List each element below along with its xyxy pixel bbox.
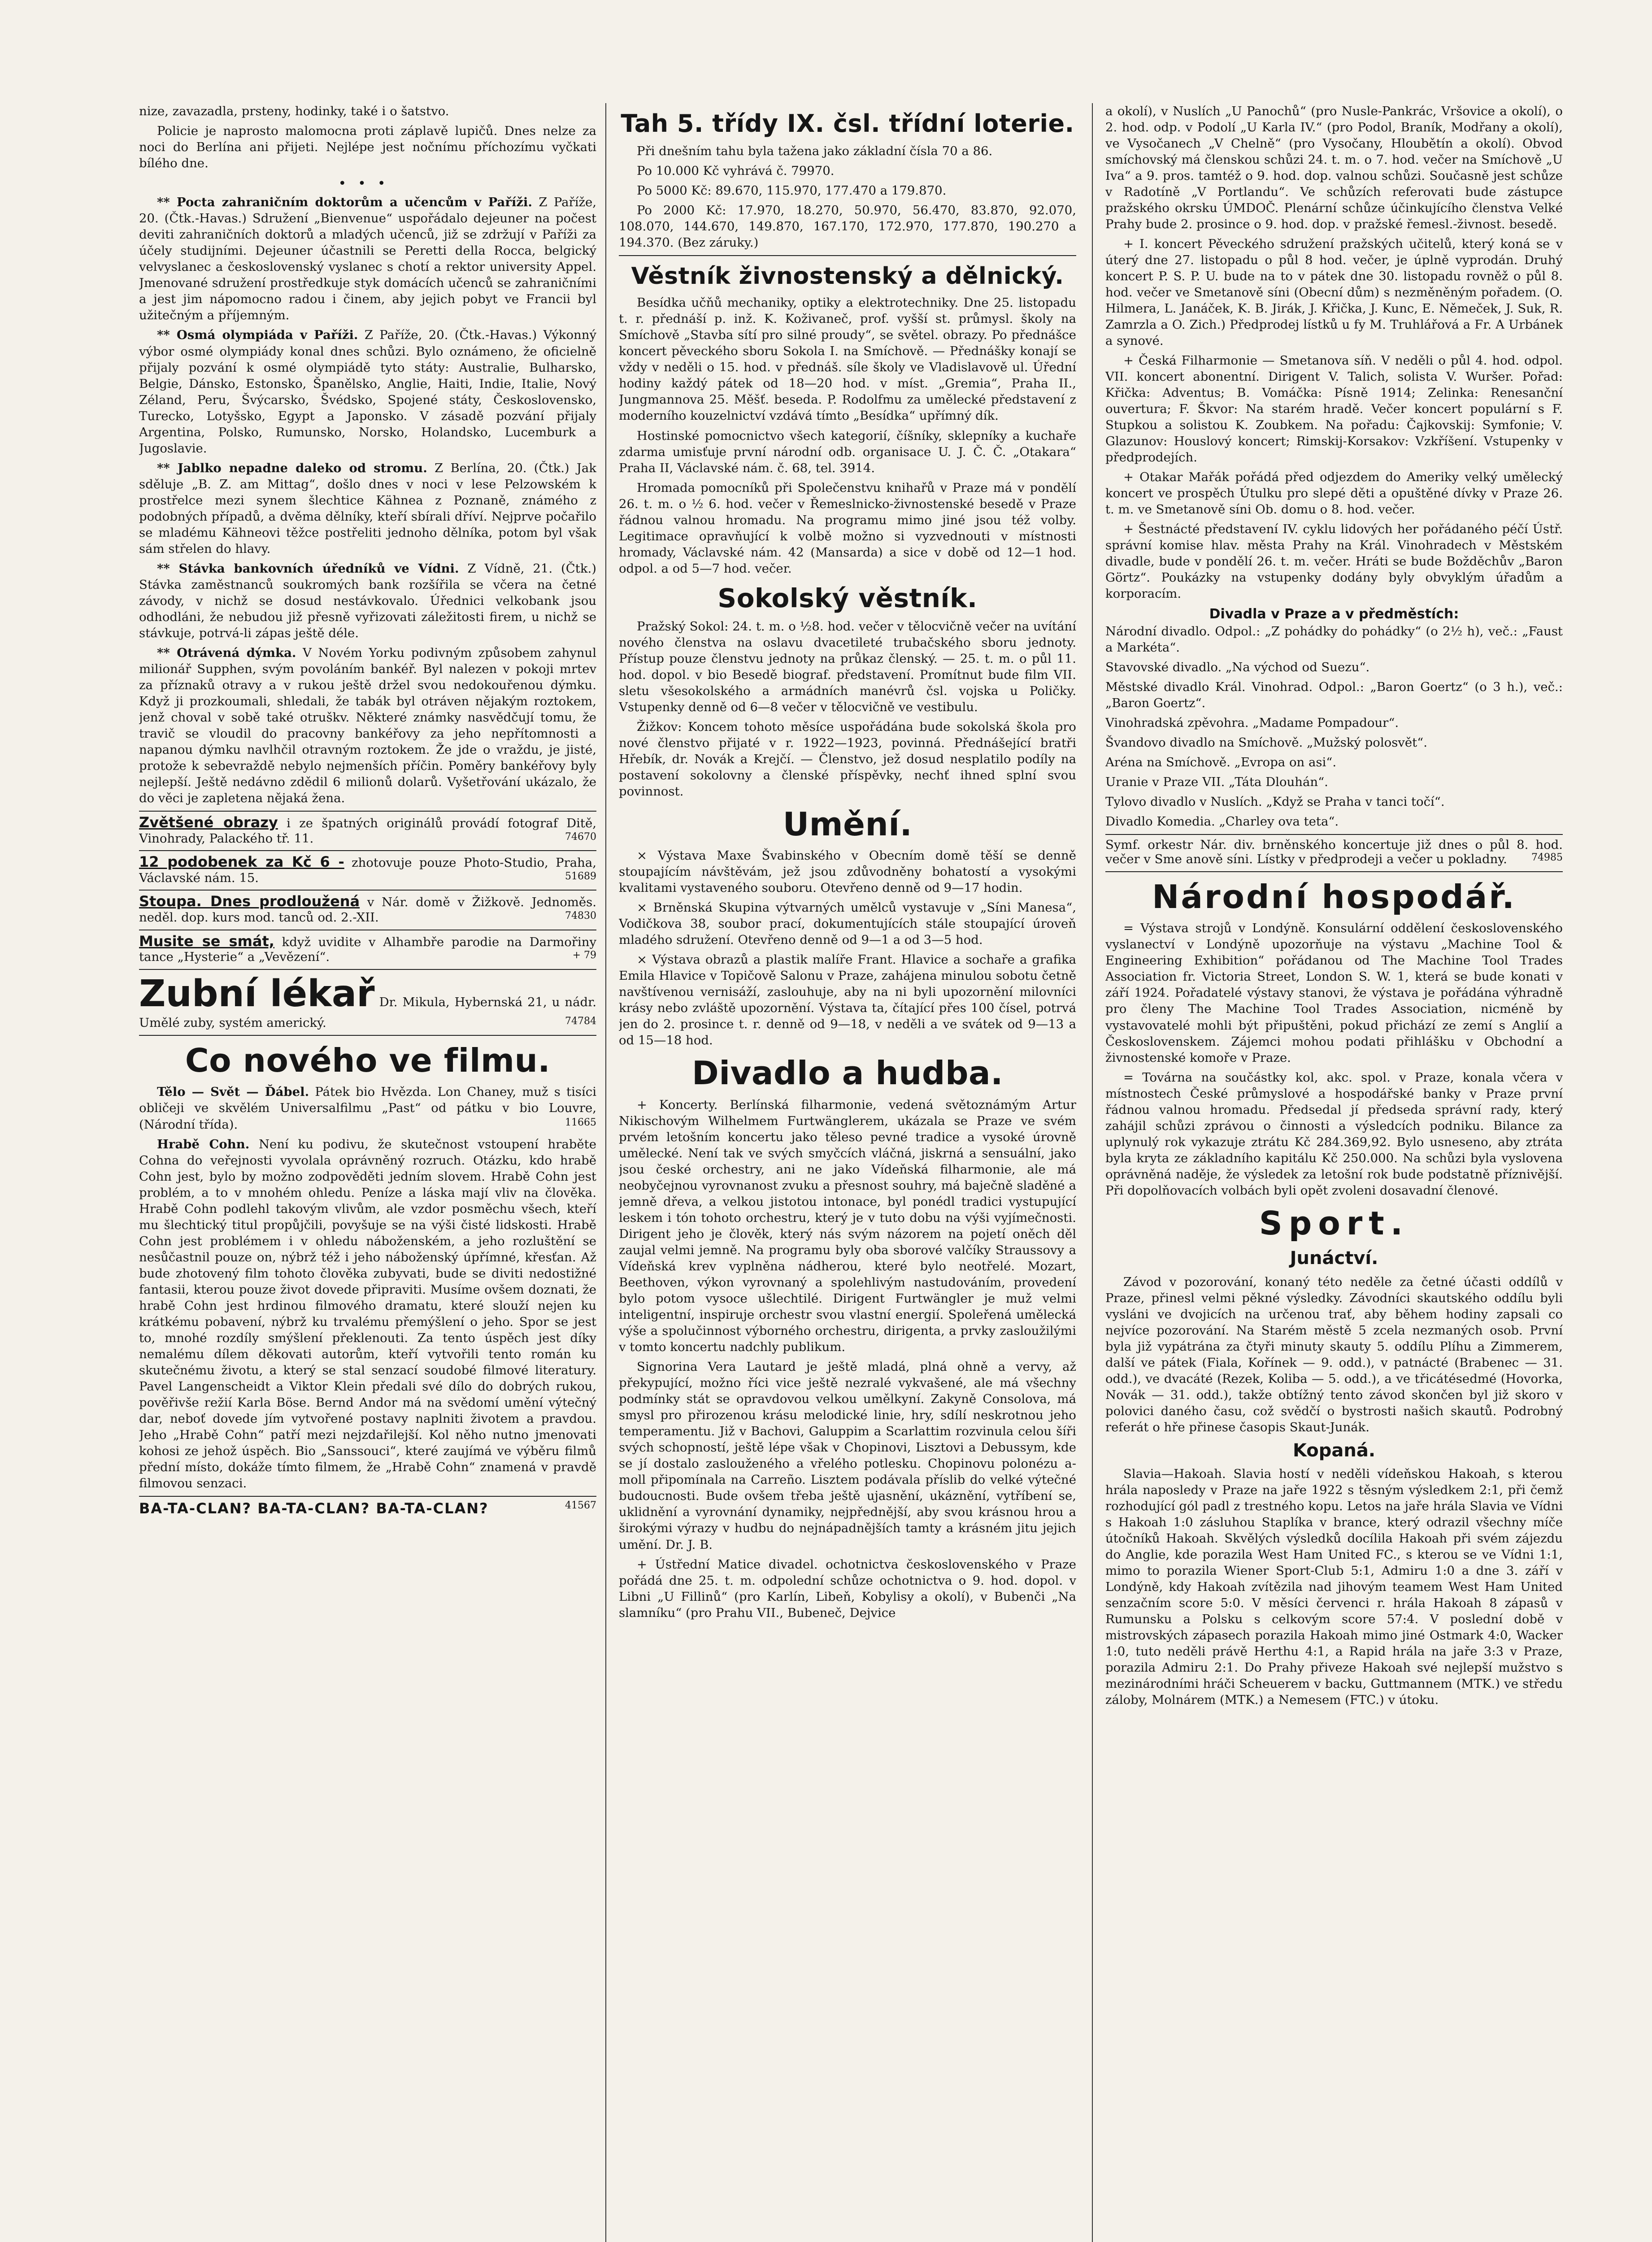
music-paragraph: + Koncerty. Berlínská filharmonie, vedená světoznámým Artur Nikischovým Wilhelmem Furtwänglerem, ukázala se Praze ve svém prvém letošním koncertu jako těleso pevné tradice a vysoké úrovně umělecké. Není tak ve svých smyčcích vláčná, jiskrná a sensuální, jako jsou české orchestry, ani ne jako Vídeňská filharmonie, ale má neobyčejnou vyrovnanost zvuku a přesnost souhry, má baječně sladěné a jemně dřeva, a velkou jistotou intonace, byl ponédl tradici vystupující leskem i tón tohoto orchestru, který je v tuto dobu na výši vyjímečnosti. Dirigent jeho je člověk, který nás svým názorem na pojetí oněch děl zaujal velmi jemně. Na programu byly oba sborové valčíky Straussovy a Vídeňská krev vyplněna nádherou, které bylo neotřelé. Mozart, Beethoven, výkon vyrovnaný a spolehlivým nastudováním, provedení bylo potom vysoce ušlechtilé. Dirigent Furtwängler je muž velmi inteligentní, inspiruje orchestr svou vlastní energií. Spoleřená umělecká výše a spolučinnost výborného orchestru, dirigenta, a prvky zasloužilými v tomto koncertu nadchly publikum. [619, 1098, 1076, 1355]
col3-paragraph: + Otakar Mařák pořádá před odjezdem do Ameriky velký umělecký koncert ve prospěch Útulku pro slepé děti a opuštěné dívky v Praze 26. t. m. ve Smetanově síni Ob. domu o 8. hod. večer. [1105, 470, 1563, 517]
classified-ad [139, 854, 596, 885]
ad-number: 74830 [565, 910, 596, 922]
theatre-item: Stavovské divadlo. „Na východ od Suezu“. [1105, 660, 1370, 674]
ad-number: + 79 [572, 950, 596, 961]
col3-paragraph: a okolí), v Nuslích „U Panochů“ (pro Nusle-Pankrác, Vršovice a okolí), o 2. hod. odp. v Podolí „U Karla IV.“ (pro Podol, Braník, Modřany a okolí), ve Vysočanech „V Chelně“ (pro Vysočany, Hloubětín a okolí). Obvod smíchovský má členskou schůzi 24. t. m. o 7. hod. večer na Smíchově „U Iva“ a 9. pros. tamtéž o 9. hod. dop. valnou schůzi. Současně jest schůze v Radotíně „V Portlandu“. Ve schůzích referovati bude zástupce pražského okrsku ÚMDOČ. Plenární schůze účinkujícího členstva Velké Prahy bude 2. prosince o 9. hod. dop. v pražské řemesl.-živnost. besedě. [1105, 104, 1563, 232]
ad-lead: Musite se smát, [139, 932, 274, 950]
ad-text: i ze špatných originálů provádí fotograf Ditě, Vinohrady, Palackého tř. 11. [139, 816, 596, 846]
sokol-title: Sokolský věstník. [717, 582, 978, 613]
art-paragraph: × Výstava obrazů a plastik malíře Frant. Hlavice a sochaře a grafika Emila Hlavice v Topičově Salonu v Praze, zahájena minulou sobotu četně navštívenou vernisáží, zaslouhuje, aby na ni byli upozornění milovníci krásy nebo zvláště upozornění. Výstava ta, čítající přes 100 čísel, potrvá jen do 2. prosince t. r. denně od 9—18, v neděli a ve svátek od 9—13 a od 15—18 hod. [619, 952, 1076, 1048]
ad-number: 51689 [565, 870, 596, 882]
col3-paragraph: + Česká Filharmonie — Smetanova síň. V neděli o půl 4. hod. odpol. VII. koncert abonentní. Dirigent V. Talich, solista V. Wuršer. Pořad: Křička: Adventus; B. Vomáčka: Písně 1914; Zelinka: Renesanční ouvertura; F. Škvor: Na starém hradě. Večer koncert populární s F. Stupkou a solistou K. Zoubkem. Na pořadu: Čajkovskij: Symfonie; V. Glazunov: Houslový koncert; Rimskij-Korsakov: Vzkříšení. Vstupenky v předprodejích. [1105, 353, 1563, 465]
theatre-item: Tylovo divadlo v Nuslích. „Když se Praha v tanci točí“. [1105, 794, 1445, 809]
film-intro: Pátek bio Hvězda. Lon Chaney, muž s tisíci obličeji ve skvělém Universalfilmu „Past“ od pátku v bio Louvre, (Národní třída). [139, 1085, 596, 1132]
article-body: Z Berlína, 20. (Čtk.) Jak sděluje „B. Z. am Mittag“, došlo dnes v noci v lese Pelzowském k prostřelce mezi synem šlechtice Kähnea z Poznaně, známého z podobných případů, a dvěma dělníky, kteří sbírali dříví. Nejprve počařilo se mladému Kähneovi těžce postřeliti jednoho dělníka, potom byl však sám střelen do hlavy. [139, 461, 596, 556]
theatre-item: Uranie v Praze VII. „Táta Dlouhán“. [1105, 774, 1328, 789]
dentist-text: Dr. Mikula, Hybernská 21, u nádr. Umělé zuby, systém americký. [139, 995, 596, 1030]
ad-lead: Stoupa. Dnes prodloužená [139, 893, 360, 910]
ad-text: v Nár. domě v Žižkově. Jednoměs. neděl. dop. kurs mod. tanců od. 2.-XII. [139, 895, 596, 925]
trade-paragraph: Hromada pomocníků při Společenstvu knihařů v Praze má v pondělí 26. t. m. o ½ 6. hod. večer v Řemeslnicko-živnostenské besedě v Praze řádnou valnou hromadu. Na programu mimo jiné jsou též volby. Legitimace opravňující k volbě možno si vyzvednouti v místnosti hromady, Václavské nám. 42 (Mansarda) a sice v době od 12—1 hod. odpol. a od 5—7 hod. večer. [619, 480, 1076, 576]
junak-title: Junáctví. [1290, 1248, 1378, 1269]
art-title: Umění. [783, 805, 913, 843]
divider [139, 811, 596, 812]
article-body: Z Vídně, 21. (Čtk.) Stávka zaměstnanců soukromých bank rozšířila se včera na četné závody, v nichž se dosud nestávkovalo. Úřednici velkobank jsou odhodláni, že nebudou již přesně vyřizovati záležitosti firem, u nichž se stávkuje, potrvá-li zápas ještě déle. [139, 561, 596, 640]
film-review: Není ku podivu, že skutečnost vstoupení hraběte Cohna do veřejnosti vyvolala oprávněný rozruch. Otázku, kdo hrabě Cohn jest, bylo by možno zodpověděti jedním slovem. Hrabě Cohn jest problém, a to v mnohém ohledu. Peníze a láska mají vliv na člověka. Hrabě Cohn podlehl takovým vlivům, ale vzdor posměchu všech, kteří mu šlechtický titul propůjčili, povyšuje se na výši čisté lidskosti. Hrabě Cohn jest problémem i v ohledu náboženském, a jeho rozluštění se nesůčastnil pouze on, nýbrž též i jeho náboženský úpřímné, křesťan. Až bude zhotovený film tohoto člověka zubyvati, bude se diviti nedostižné fantasii, kterou pouze život dovede připraviti. Musíme ovšem doznati, že hrabě Cohn jest hrdinou filmového dramatu, které slouží nejen ku krátkému pobavení, nýbrž ku trvalému přemýšlení o jeho. Spor se jest to, mnohé rozdíly smýšlení překlenouti. Za tento úspěch jest díky nemalému dílem děkovati autorům, kteří vytvořili tento román ku skutečnému životu, a který se stal senzací soudobé filmové literatury. Pavel Langenscheidt a Viktor Klein předali své dílo do dobrých rukou, pověřivše režií Karla Böse. Bernd Andor má na svědomí umění výtečný dar, neboť dovede jím vytvořené postavy naplniti životem a pravdou. Jeho „Hrabě Cohn“ patří mezi nejzdařilejší. Kol něho nutno jmenovati kohosi ze jehož úspěch. Bio „Sanssouci“, které zaujímá ve výběru filmů přední místo, dokáže tímto filmem, že „Hrabě Cohn“ znamená v pravdě filmovou senzaci. [139, 1137, 596, 1490]
lottery-intro: Při dnešním tahu byla tažena jako základní čísla 70 a 86. [637, 143, 993, 158]
column-rule [605, 103, 606, 2242]
lottery-line: Po 10.000 Kč vyhrává č. 79970. [637, 163, 835, 178]
ad-text: když uvidite v Alhambře parodie na Darmořiny tance „Hysterie“ a „Vevězení“. [139, 934, 596, 965]
art-paragraph: × Výstava Maxe Švabinského v Obecním domě těší se denně stoupajícím návštěvám, jež jsou zdůvodněny bohatostí a vysokými kvalitami vystaveného souboru. Otevřeno denně od 9—17 hodin. [619, 848, 1076, 895]
theatre-item: Aréna na Smíchově. „Evropa on asi“. [1105, 755, 1337, 769]
economy-title: Národní hospodář. [1152, 878, 1516, 916]
article-heading: ** Stávka bankovních úředníků ve Vídni. [157, 561, 459, 576]
classified-ad [139, 933, 596, 965]
ad-number: 41567 [565, 1499, 596, 1511]
economy-paragraph: = Výstava strojů v Londýně. Konsulární oddělení československého vyslanectví v Londýně upozorňuje na výstavu „Machine Tool & Engineering Exhibition“ pořádanou od The Machine Tool Trades Association fr. Victoria Street, London S. W. 1, která se bude konati v září 1924. Pořadatelé výstavy stanovi, že výstava je pořádána výhradně pro členy The Machine Tool Trades Association, nicméně by vystavovatelé mohli být připuštěni, pokud přichází ze zemí s Anglií a Československem. Zájemci mohou podati přihlášku v Obchodní a živnostenské komoře v Praze. [1105, 921, 1563, 1065]
divider [139, 969, 596, 970]
classified-ad [139, 814, 596, 846]
police-paragraph: Policie je naprosto malomocna proti záplavě lupičů. Dnes nelze za noci do Berlína ani přijeti. Nejlépe jest nočnímu příchozímu vyčkati bílého dne. [139, 124, 596, 171]
separator-dots: ••• [338, 176, 397, 192]
theatre-item: Švandovo divadlo na Smíchově. „Mužský polosvět“. [1105, 735, 1427, 750]
ad-lead: Zvětšené obrazy [139, 813, 278, 831]
ad-number: 74985 [1531, 852, 1563, 864]
economy-paragraph: = Továrna na součástky kol, akc. spol. v Praze, konala včera v místnostech České průmyslové a hospodářské banky v Praze první řádnou valnou hromadu. Předsedal jí předseda správní rady, který zahájil schůzi zprávou o činnosti a výsledcích podniku. Bilance za uplynulý rok vykazuje ztrátu Kč 284.369,92. Bylo usneseno, aby ztráta byla kryta ze základního kapitálu Kč 250.000. Na schůzi byla vyslovena oprávněná naděje, že výsledek za letošní rok bude podstatně příznivější. Při dopolňovacích volbách byli opět zvoleni dosavadní členové. [1105, 1070, 1563, 1198]
ad-text: zhotovuje pouze Photo-Studio, Praha, Václavské nám. 15. [139, 856, 596, 885]
article-heading: ** Jablko nepadne daleko od stromu. [157, 461, 427, 475]
divider [139, 890, 596, 891]
trade-title: Věstník živnostenský a dělnický. [631, 262, 1064, 290]
theatre-item: Národní divadlo. Odpol.: „Z pohádky do pohádky“ (o 2½ h), več.: „Faust a Markéta“. [1105, 624, 1563, 655]
divider [139, 1496, 596, 1497]
ad-number: 74670 [565, 831, 596, 843]
ad-number: 74784 [565, 1016, 596, 1027]
sport-title: Sport. [1259, 1204, 1409, 1242]
col3-paragraph: + Šestnácté představení IV. cyklu lidových her pořádaného péčí Ústř. správní komise hlav. města Prahy na Král. Vinohradech v Městském divadle, bude v pondělí 26. t. m. večer. Hráti se bude Božděchův „Baron Görtz“. Poukázky na vstupenky dodány byly obvyklým úřadům a korporacím. [1105, 522, 1563, 601]
trade-paragraph: Hostinské pomocnictvo všech kategorií, číšníky, sklepníky a kuchaře zdarma umisťuje první národní odb. organisace U. J. Č. Č. „Otakara“ Praha II, Václavské nám. č. 68, tel. 3914. [619, 428, 1076, 475]
article-heading: ** Pocta zahraničním doktorům a učencům v Paříži. [157, 195, 532, 210]
sokol-paragraph: Žižkov: Koncem tohoto měsíce uspořádána bude sokolská škola pro nové členstvo přijaté v r. 1922—1923, povinná. Přednášející bratři Hřebík, dr. Novák a Krejčí. — Členstvo, jež dosud nesplatilo podíly na postavení sokolovny a členské příspěvky, nechť ihned splní svou povinnost. [619, 719, 1076, 799]
article [139, 327, 596, 456]
lottery-line: Po 5000 Kč: 89.670, 115.970, 177.470 a 179.870. [637, 183, 947, 198]
football-paragraph: Slavia—Hakoah. Slavia hostí v neděli vídeňskou Hakoah, s kterou hrála naposledy v Praze na jaře 1922 s těsným výsledkem 2:1, při čemž rozhodující gól padl z trestného kopu. Letos na jaře hrála Slavia ve Vídni s Hakoah 1:0 zásluhou Staplíka v brance, který odrazil všechny míče útočníků Hakoah. Skvělých výsledků docílila Hakoah při svém zájezdu do Anglie, kde porazila West Ham United FC., s kterou se ve Vídni 1:1, mimo to porazila Wiener Sport-Club 5:1, Admiru 1:0 a dne 3. září v Londýně, kdy Hakoah zvítězila nad jihovým teamem West Ham United senzačním score 5:0. V měsíci červenci r. hrála Hakoah 8 zápasů v Rumunsku a Polsku s celkovým score 57:4. V poslední době v mistrovských zápasech porazila Hakoah mimo jiné Ostmark 4:0, Wacker 1:0, tuto neděli právě Herthu 4:1, a Rapid hrála na jaře 3:3 v Praze, porazila Admiru 2:1. Do Prahy přiveze Hakoah své nejlepší mužstvo s mezinárodními hráči Scheuerem v backu, Guttmannem (MTK.) ve středu záloby, Molnárem (MTK.) a Nemesem (FTC.) v útoku. [1105, 1467, 1563, 1708]
theatre-item: Vinohradská zpěvohra. „Madame Pompadour“. [1105, 715, 1399, 730]
column-left [139, 103, 596, 2242]
article [139, 560, 596, 641]
film-review-heading: Hrabě Cohn. [157, 1137, 250, 1151]
music-paragraph: Signorina Vera Lautard je ještě mladá, plná ohně a vervy, až překypující, možno říci vice ještě nezralé vykvašené, ale má všechny podmínky stát se opravdovou velkou umělkyní. Zakyně Consolova, má smysl pro přirozenou krásu melodické linie, hry, sdílí neskrotnou jeho temperamentu. Již v Bachovi, Galuppim a Scarlattim rozvinula celou šíři svých schopností, ještě lépe však v Chopinovi, Lisztovi a Debussym, kde se jí dostalo zaslouženého a vřelého potlesku. Chopinovu polonézu a-moll připomínala na Carreño. Lisztem podávala příslib do velké výtečné budoucnosti. Bude ovšem třeba ještě ujasnění, ukáznění, vytříbení se, uklidnění a vyrovnání dynamiky, nejpřednější, aby svou krásnou hrou a širokými výrazy v hudbu do nejnápadnějších tamty a krásném jitu jejich umění. Dr. J. B. [619, 1360, 1076, 1552]
divider [1105, 871, 1563, 872]
theatre-title: Divadla v Praze a v předměstích: [1209, 606, 1459, 622]
music-paragraph: + Ústřední Matice divadel. ochotnictva československého v Praze pořádá dne 25. t. m. odpolední schůze ochotnictva o 9. hod. dopol. v Libni „U Fillinů“ (pro Karlín, Libeň, Kobylisy a okolí), v Bubenči „Na slamníku“ (pro Prahu VII., Bubeneč, Dejvice [619, 1557, 1076, 1620]
theatre-item: Divadlo Komedia. „Charley ova teta“. [1105, 814, 1339, 829]
article-body: V Novém Yorku podivným způsobem zahynul milionář Supphen, svým povoláním bankéř. Byl nalezen v pokoji mrtev za příznaků otravy a v rukou ještě držel svou nedokouřenou dýmku. Když ji prozkoumali, shledali, že tabák byl otráven nějakým roztokem, jenž choval v sobě také otruškv. Některé známky nasvědčují tomu, že travič se vloudil do pracovny bankéřovy za jeho nepřítomnosti a napanou dýmku navlhčil otravným roztokem. Že jde o vraždu, je jisté, protože k sebevraždě nebylo nejmenších příčin. Poměry bankéřovy byly nejlepší. Ještě nedávno zdědil 6 milionů dolarů. Vyšetřování ukázalo, že do věci je zapletena nějaká žena. [139, 645, 596, 805]
article-body: Z Paříže, 20. (Čtk.-Havas.) Výkonný výbor osmé olympiády konal dnes schůzi. Bylo oznámeno, že oficielně přijaly pozvání k osmé olympiádě tyto státy: Australie, Bulharsko, Belgie, Dánsko, Estonsko, Španělsko, Anglie, Haiti, Indie, Italie, Nový Zéland, Peru, Švýcarsko, Švédsko, Spojené státy, Československo, Turecko, Lotyšsko, Egypt a Japonsko. V zásadě pozvání přijaly Argentina, Polsko, Rumunsko, Norsko, Holandsko, Lucemburk a Jugoslavie. [139, 328, 596, 456]
divider [139, 850, 596, 851]
art-paragraph: × Brněnská Skupina výtvarných umělců vystavuje v „Síni Manesa“, Vodičkova 38, soubor prací, dokumentujících stále stoupající úroveň mladého sdružení. Otevřeno denně od 9—1 a od 3—5 hod. [619, 900, 1076, 947]
divider [1105, 834, 1563, 835]
lottery-line: Po 2000 Kč: 17.970, 18.270, 50.970, 56.470, 83.870, 92.070, 108.070, 144.670, 149.870, 167.170, 172.970, 177.870, 190.270 a 194.370. (Bez záruky.) [619, 203, 1076, 250]
music-title: Divadlo a hudba. [692, 1054, 1003, 1092]
symf-text: Symf. orkestr Nár. div. brněnského koncertuje již dnes o půl 8. hod. večer v Sme anově síni. Lístky v předprodeji a večer u pokladny. [1105, 837, 1563, 867]
theatre-item: Městské divadlo Král. Vinohrad. Odpol.: „Baron Goertz“ (o 3 h.), več.: „Baron Goertz“. [1105, 679, 1563, 710]
column-rule [1092, 103, 1093, 2242]
bata-ad [139, 1499, 596, 1518]
section-title-film: Co nového ve filmu. [185, 1041, 551, 1079]
column-right [1105, 103, 1563, 2242]
ad-lead: 12 podobenek za Kč 6 - [139, 853, 344, 871]
football-title: Kopaná. [1292, 1440, 1376, 1461]
col3-paragraph: + I. koncert Pěveckého sdružení pražských učitelů, který koná se v úterý dne 27. listopadu o půl 8 hod. večer, je úplně vyprodán. Druhý koncert P. S. P. U. bude na to v pátek dne 30. listopadu rovněž o půl 8. hod. večer ve Smetanově síni (Obecní dům) s nezměněným pořadem. (O. Hilmera, L. Janáček, K. B. Jirák, J. Křička, J. Kunc, E. Němeček, J. Suk, R. Zamrzla a O. Zich.) Předprodej lístků u fy M. Truhlářová a Fr. A Urbánek a synové. [1105, 237, 1563, 348]
sokol-paragraph: Pražský Sokol: 24. t. m. o ½8. hod. večer v tělocvičně večer na uvítání nového členstva na oslavu dvacetileté trubačského sboru jednoty. Přístup pouze členstvu jednoty na průkaz členský. — 25. t. m. o půl 11. hod. dopol. v bio Besedě biograf. představení. Promítnut bude film VII. sletu všesokolského a armádních manévrů čsl. vojska u Poličky. Vstupenky denně od 6—8 večer v tělocvičně ve vestibulu. [619, 619, 1076, 714]
dentist-ad [139, 973, 596, 1030]
article-heading: ** Otrávená dýmka. [157, 645, 296, 660]
classified-ad [139, 893, 596, 925]
lottery-title: Tah 5. třídy IX. čsl. třídní loterie. [621, 109, 1074, 138]
trade-paragraph: Besídka učňů mechaniky, optiky a elektrotechniky. Dne 25. listopadu t. r. přednáší p. inž. K. Koživaneč, prof. vyšší st. průmysl. školy na Smíchově „Stavba sítí pro silné proudy“, se světel. obrazy. Po přednášce koncert pěveckého sboru Sokola I. na Smíchově. — Přednášky konají se vždy v neděli o 15. hod. v přednáš. síle školy ve Vladislavově ul. Úřední hodiny každý pátek od 18—20 hod. v míst. „Gremia“, Praha II., Jungmannova 25. Měšť. beseda. P. Rodolfmu za umělecké představení z moderního kouzelnictví vzdává tímto „Besídka“ upřímný dík. [619, 295, 1076, 423]
divider [139, 1035, 596, 1036]
article [139, 645, 596, 806]
film-intro-number: 11665 [565, 1117, 596, 1128]
column-middle [619, 103, 1076, 2242]
bata-text: BA-TA-CLAN? BA-TA-CLAN? BA-TA-CLAN? [139, 1499, 489, 1517]
dentist-title: Zubní lékař [139, 972, 375, 1015]
article-heading: ** Osmá olympiáda v Paříži. [157, 328, 358, 343]
divider [619, 255, 1076, 256]
article [139, 460, 596, 557]
article [139, 194, 596, 323]
junak-paragraph: Závod v pozorování, konaný této neděle za četné účasti oddílů v Praze, přinesl velmi pěkné výsledky. Závodníci skautského oddílu byli vysláni ve dvojicích na určenou trať, aby během hodiny zapsali co nejvíce pozorování. Na Starém městě 5 zcela nezmaných osob. První byla již vypátrána za čtyři minuty skauty 5. oddílu Plíhu a Zimmerem, další ve pátek (Fiala, Kořínek — 9. odd.), v patnácté (Brabenec — 31. odd.), ve dvacáté (Rezek, Koliba — 5. odd.), a ve třicátésedmé (Hovorka, Novák — 31. odd.), takže obtížný tento závod skončen byl již skoro v polovici daného času, což svědčí o bystrosti našich skautů. Podrobný referát o hře přinese časopis Skaut-Junák. [1105, 1274, 1563, 1434]
article-body: Z Paříže, 20. (Čtk.-Havas.) Sdružení „Bienvenue“ uspořádalo dejeuner na počest deviti zahraničních doktorů a mladých učenců, již se zdržují v Paříži za účely studijními. Dejeuner účastnili se Peretti della Rocca, belgický velvyslanec a československý vyslanec s chotí a rektor university Appel. Jmenované sdružení prostředkuje styk domácích učenců se zahraničními a jest jim nápomocno radou i činem, aby jejich pobyt ve Francii byl užitečným a příjemným. [139, 195, 596, 323]
film-title-line: Tělo — Svět — Ďábel. [157, 1085, 309, 1099]
symf-ad [1105, 838, 1563, 867]
top-text: nize, zavazadla, prsteny, hodinky, také i o šatstvo. [139, 104, 449, 118]
